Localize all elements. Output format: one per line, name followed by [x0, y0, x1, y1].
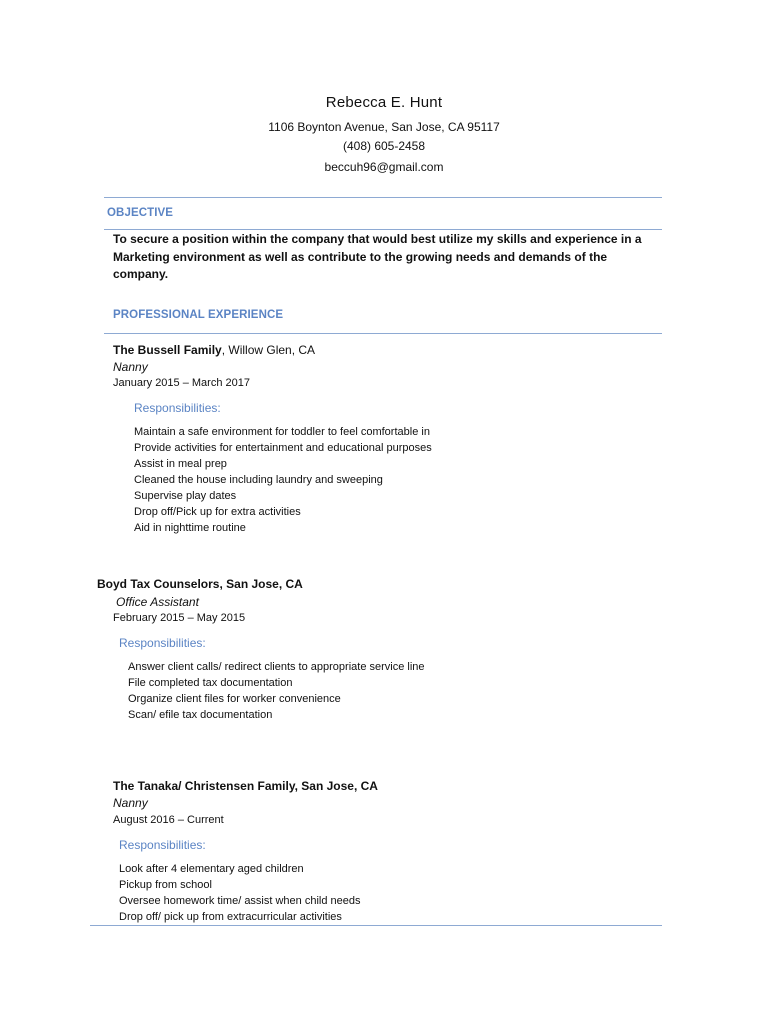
job-title: Nanny: [113, 360, 148, 374]
objective-heading: OBJECTIVE: [107, 207, 174, 219]
responsibilities-label: Responsibilities:: [134, 401, 221, 415]
list-item: Answer client calls/ redirect clients to appropriate service line: [128, 661, 425, 673]
employer: [97, 577, 303, 591]
experience-heading: PROFESSIONAL EXPERIENCE: [113, 309, 284, 321]
employer-name: Boyd Tax Counselors, San Jose, CA: [97, 577, 303, 591]
job-dates: February 2015 – May 2015: [113, 612, 246, 624]
list-item: Look after 4 elementary aged children: [119, 863, 304, 875]
job-title: Office Assistant: [116, 595, 199, 609]
list-item: Drop off/Pick up for extra activities: [134, 506, 301, 518]
responsibilities-list: [128, 659, 425, 723]
job-dates: August 2016 – Current: [113, 814, 224, 826]
list-item: Scan/ efile tax documentation: [128, 709, 273, 721]
employer-name: The Tanaka/ Christensen Family, San Jose, CA: [113, 779, 378, 793]
list-item: Pickup from school: [119, 879, 212, 891]
divider: [104, 229, 662, 230]
list-item: Supervise play dates: [134, 490, 237, 502]
employer: [113, 343, 315, 357]
responsibilities-label: Responsibilities:: [119, 838, 206, 852]
email: beccuh96@gmail.com: [324, 160, 444, 174]
list-item: Maintain a safe environment for toddler to feel comfortable in: [134, 426, 430, 438]
list-item: File completed tax documentation: [128, 677, 293, 689]
employer-name: The Bussell Family: [113, 343, 222, 357]
address: 1106 Boynton Avenue, San Jose, CA 95117: [268, 120, 500, 134]
list-item: Oversee homework time/ assist when child needs: [119, 895, 361, 907]
list-item: Drop off/ pick up from extracurricular activities: [119, 911, 342, 923]
employer: [113, 779, 378, 793]
list-item: Cleaned the house including laundry and sweeping: [134, 474, 383, 486]
responsibilities-label: Responsibilities:: [119, 636, 206, 650]
objective-text: To secure a position within the company that would best utilize my skills and experience in a Marketing environment as well as contribute to the growing needs and demands of the company.: [113, 232, 642, 281]
job-dates: January 2015 – March 2017: [113, 377, 250, 389]
divider: [104, 197, 662, 198]
divider: [90, 925, 662, 926]
job-title: Nanny: [113, 796, 148, 810]
list-item: Organize client files for worker convenience: [128, 693, 341, 705]
phone: (408) 605-2458: [342, 139, 426, 153]
responsibilities-list: [119, 861, 361, 925]
applicant-name: Rebecca E. Hunt: [325, 94, 443, 111]
divider: [104, 333, 662, 334]
list-item: Provide activities for entertainment and educational purposes: [134, 442, 432, 454]
responsibilities-list: [134, 424, 432, 536]
employer-location: , Willow Glen, CA: [221, 343, 316, 357]
list-item: Aid in nighttime routine: [134, 522, 246, 534]
list-item: Assist in meal prep: [134, 458, 227, 470]
